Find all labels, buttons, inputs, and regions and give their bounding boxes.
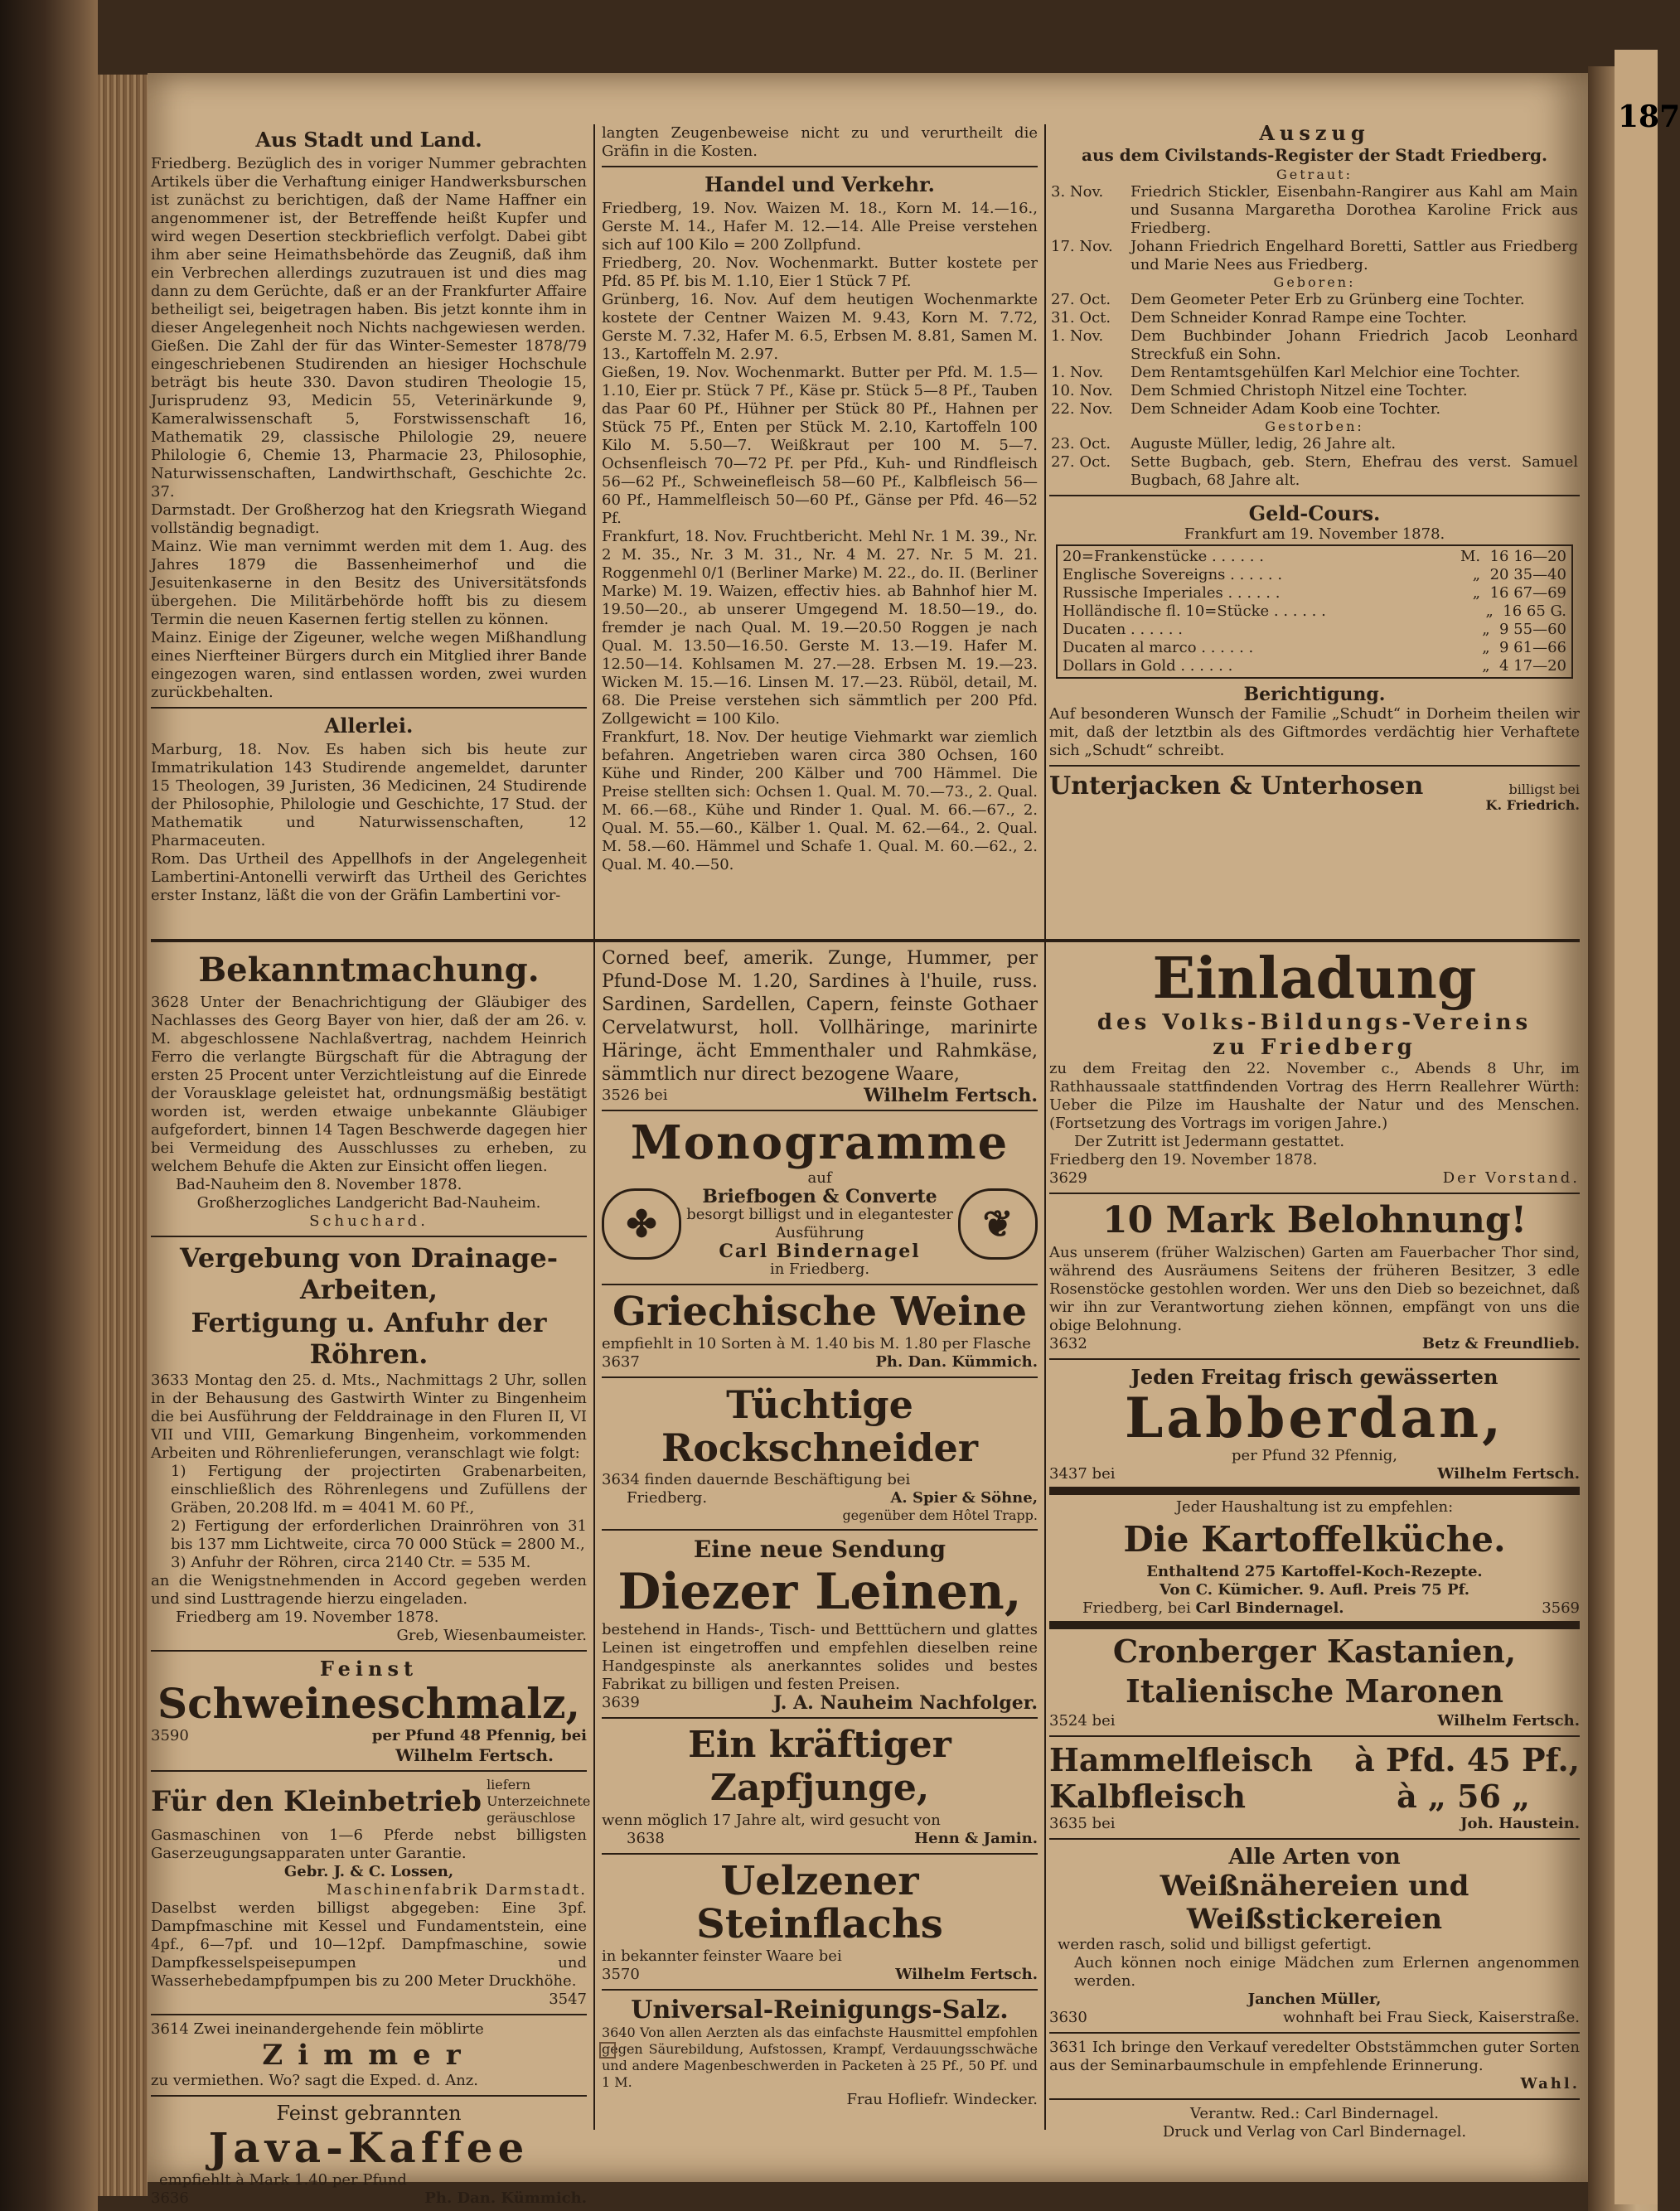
ad-list-item: 1) Fertigung der projectirten Grabenarbeiten, einschließlich des Röhrenlegens und Zufüllens der Gräben, 20.208 lfd. m = 4041 M. 60 Pf., [171, 1463, 587, 1517]
divider [602, 1989, 1038, 1991]
divider [151, 1770, 587, 1772]
ad-list-item: 3) Anfuhr der Röhren, circa 2140 Ctr. = 535 M. [171, 1554, 531, 1571]
market-paragraph: Frankfurt, 18. Nov. Fruchtbericht. Mehl Nr. 1 M. 39., Nr. 2 M. 35., Nr. 3 M. 31., Nr. 4 M. 27. Nr. 5 M. 21. Roggenmehl 0/1 (Berliner Marke) M. 22., do. II. (Berliner Marke) M. 19. Waizen, effectiv hies. ab Bahnhof hier M. 19.50—20., ab unserer Umgegend M. 18.50—19., do. fremder je nach Qual. M. 19.—20.50 Roggen je nach Qual. M. 13.50—16.50. Gerste M. 13.—19. Hafer M. 12.50—14. Kohlsamen M. 27.—28. Erbsen M. 19.—23. Wicken M. 15.—16. Linsen M. 17.—23. Rüböl, detail, M. 68. Die Preise verstehen sich sämmtlich per 200 Pfd. Zollgewicht = 100 Kilo. [602, 528, 1038, 728]
ad-seller: Frau Hofliefr. Windecker. [846, 2091, 1038, 2108]
page-hole-mark [599, 2042, 616, 2059]
ad-text: zu dem Freitag den 22. November c., Abends 8 Uhr, im Rathhaussaale stattfindenden Vortrag des Herrn Reallehrer Würth: Ueber die Pilze im Haushalte der Natur und des Menschen. (Fortsetzung des Vortrags im vorigen Jahre.) [1049, 1060, 1580, 1132]
divider [602, 1110, 1038, 1111]
register-row [1049, 382, 1580, 400]
ad-seller-line [151, 2189, 587, 2208]
ad-signature: Schuchard. [309, 1212, 428, 1230]
divider [602, 1717, 1038, 1719]
column-middle [602, 124, 1038, 874]
ad-seller: Wilhelm Fertsch. [395, 1745, 554, 1765]
ad-text: 3633 Montag den 25. d. Mts., Nachmittags 2 Uhr, sollen in der Behausung des Gastwirth Winter zu Bingenheim die bei Ausführung der Felddrainage in den Fluren II, VI VII und VIII, Gemarkung Bingenheim, vorkommenden Arbeiten und Röhrenlieferungen, veranschlagt wie folgt: [151, 1372, 587, 1462]
ad-number: 3635 [1049, 1815, 1087, 1832]
monogram-emblem-left: ✤ [602, 1188, 681, 1260]
ad-place: Friedberg den 19. November 1878. [1049, 1151, 1318, 1168]
ad-seller-line [1049, 1169, 1580, 1188]
ad-seller: Janchen Müller, [1247, 1991, 1382, 2008]
ad-title: Unterjacken & Unterhosen [1049, 772, 1424, 801]
black-rule [1049, 1487, 1580, 1495]
divider [1049, 1838, 1580, 1840]
register-date: 1. Nov. [1051, 327, 1104, 345]
section-heading-allerlei: Allerlei. [324, 714, 414, 738]
ad-text: empfiehlt à Mark 1.40 per Pfund [159, 2171, 407, 2189]
ad-title-maronen: Italienische Maronen [1125, 1672, 1504, 1710]
register-date: 23. Oct. [1051, 435, 1111, 452]
geld-cours-date: Frankfurt am 19. November 1878. [1184, 525, 1445, 543]
currency-name: 20=Frankenstücke . . . . . . [1063, 548, 1264, 565]
ad-seller: Carl Bindernagel. [1195, 1599, 1344, 1617]
news-paragraph: Mainz. Einige der Zigeuner, welche wegen Mißhandlung eines Nierfteiner Bürgers durch ein Mitglied ihrer Bande eingezogen waren, sind entlassen worden, zwei wurden zurückbehalten. [151, 629, 587, 701]
ad-text: Gasmaschinen von 1—6 Pferde nebst billigsten Gaserzeugungsapparaten unter Garantie. [151, 1826, 587, 1862]
market-paragraph: Grünberg, 16. Nov. Auf dem heutigen Wochenmarkte kostete der Centner Waizen M. 9.43, Korn M. 7.72, Gerste M. 7.32, Hafer M. 6.5, Erbsen M. 8.81, Samen M. 13., Kartoffeln M. 2.97. [602, 291, 1038, 363]
ad-title-belohnung: 10 Mark Belohnung! [1101, 1199, 1527, 1241]
ad-monogramme-body [602, 1169, 1038, 1279]
page-stack-edge [98, 75, 148, 2196]
section-heading-stadt-land: Aus Stadt und Land. [255, 128, 482, 152]
ad-text: 3640 Von allen Aerzten als das einfachste Hausmittel empfohlen gegen Säurebildung, Aufstossen, Krampf, Verdauungsschwäche und andere Magenbeschwerden in Packeten à 25 Pf., 50 Pf. und 1 M. [602, 2025, 1038, 2090]
ad-text: Briefbogen & Converte [702, 1186, 937, 1207]
ad-header-kleinbetrieb [151, 1777, 591, 1826]
ad-fleisch-line [1049, 1742, 1580, 1778]
ad-bei: bei [644, 1086, 668, 1104]
register-date: 22. Nov. [1051, 400, 1113, 418]
subheading-geboren: Geboren: [1273, 274, 1356, 290]
market-paragraph: Friedberg, 20. Nov. Wochenmarkt. Butter kostete per Pfd. 85 Pf. bis M. 1.10, Eier 1 Stück 7 Pf. [602, 254, 1038, 290]
register-entry: Dem Rentamtsgehülfen Karl Melchior eine Tochter. [1130, 364, 1521, 381]
ad-top: Jeden Freitag frisch gewässerten [1130, 1365, 1498, 1389]
register-row [1049, 327, 1580, 364]
currency-value: M. 16 16—20 [1460, 548, 1566, 565]
ad-seller-block [1049, 1599, 1344, 1618]
exchange-rate-row [1063, 657, 1566, 675]
ad-price: per Pfund 48 Pfennig, bei [371, 1727, 587, 1744]
heading-berichtigung: Berichtigung. [1243, 684, 1386, 705]
register-entry: Dem Buchbinder Johann Friedrich Jacob Leonhard Streckfuß ein Sohn. [1130, 327, 1578, 363]
ad-number: 3569 [1542, 1599, 1580, 1617]
ad-number: 3437 [1049, 1465, 1087, 1483]
ad-title-reinigungs-salz: Universal-Reinigungs-Salz. [631, 1996, 1009, 2025]
exchange-rate-row [1063, 566, 1566, 584]
ad-text: empfiehlt in 10 Sorten à M. 1.40 bis M. 1.80 per Flasche [602, 1335, 1031, 1352]
ad-number-block [1049, 1815, 1115, 1833]
register-date: 17. Nov. [1051, 238, 1113, 255]
divider [151, 2095, 587, 2097]
book-spine [0, 0, 98, 2211]
ad-text: werden rasch, solid und billigst gefertigt. [1058, 1936, 1372, 1953]
market-paragraph: Gießen, 19. Nov. Wochenmarkt. Butter per Pfd. M. 1.5—1.10, Eier pr. Stück 7 Pf., Käse pr. Stück 5—8 Pf., Tauben das Paar 60 Pf., Hühner per Stück 80 Pf., Hahnen per Stück 75 Pf., Enten per Stück M. 2.10, Kartoffeln 100 Kilo M. 5.50—7. Weißkraut per 100 M. 5—7. Ochsenfleisch 70—72 Pf. per Pfd., Kuh- und Rindfleisch 56—62 Pf., Schweinefleisch 58—60 Pf., Kalbfleisch 56—60 Pf., Hammelfleisch 50—60 Pf., Gänse per Pfd. 46—52 Pf. [602, 364, 1038, 527]
ad-place: Bad-Nauheim den 8. November 1878. [176, 1176, 462, 1193]
market-paragraph: Friedberg, 19. Nov. Waizen M. 18., Korn M. 14.—16., Gerste M. 14., Hafer M. 12.—14. Alle Preise verstehen sich auf 100 Kilo = 200 Zollpfund. [602, 200, 1038, 254]
ads-left [151, 947, 591, 2208]
ad-top: Jeder Haushaltung ist zu empfehlen: [1175, 1498, 1454, 1516]
register-row [1049, 400, 1580, 418]
news-paragraph: Friedberg. Bezüglich des in voriger Nummer gebrachten Artikels über die Verhaftung einiger Handwerksburschen ist zunächst zu berichtigen, daß der Name Haffner ein angenommener ist, der Betreffende heißt Kupfer und wird wegen Desertion steckbrieflich verfolgt. Dabei gibt ihm aber seine Heimathsbehörde das Zeugniß, daß ihm ein Verbrechen allerdings zuzutrauen ist und dies mag dann zu dem Gerüchte, daß er an der Frankfurter Affaire betheiligt sei, beigetragen haben. Bis jetzt konnte ihm in dieser Angelegenheit noch Nichts nachgewiesen werden. [151, 155, 587, 336]
ad-seller: Wilhelm Fertsch. [895, 1966, 1038, 1983]
exchange-rate-table [1056, 544, 1573, 679]
ad-seller-line [602, 1353, 1038, 1372]
ad-seller-line [602, 1966, 1038, 1984]
imprint-publisher: Druck und Verlag von Carl Bindernagel. [1162, 2123, 1467, 2141]
ads-right [1049, 947, 1580, 2141]
ad-number-block [1049, 1712, 1115, 1730]
ad-seller-line [1049, 1712, 1580, 1730]
ad-seller: Wilhelm Fertsch. [864, 1085, 1038, 1106]
ad-text: an die Wenigstnehmenden in Accord gegeben werden und sind Lusttragende hierzu eingeladen. [151, 1572, 587, 1608]
ad-unterjacken [1049, 772, 1580, 813]
register-entry: Johann Friedrich Engelhard Boretti, Sattler aus Friedberg und Marie Nees aus Friedberg. [1130, 238, 1578, 273]
currency-value: „ 9 61—66 [1482, 639, 1566, 656]
ad-number: 3524 [1049, 1712, 1087, 1730]
divider [151, 2014, 587, 2015]
ad-text: auf [807, 1169, 832, 1187]
subheading-gestorben: Gestorben: [1265, 418, 1364, 434]
ad-seller: J. A. Nauheim Nachfolger. [773, 1692, 1038, 1714]
ad-seller-line [1049, 1599, 1580, 1618]
ad-title-kartoffelkueche: Die Kartoffelküche. [1123, 1519, 1506, 1560]
register-date: 1. Nov. [1051, 364, 1104, 381]
ad-side-text: liefern Unterzeichnete geräuschlose [487, 1777, 591, 1826]
register-date: 27. Oct. [1051, 453, 1111, 471]
ad-text: Von C. Kümicher. 9. Aufl. Preis 75 Pf. [1160, 1581, 1469, 1599]
ad-text: 3634 finden dauernde Beschäftigung bei [602, 1471, 911, 1488]
ad-firm-sub: Maschinenfabrik Darmstadt. [326, 1881, 587, 1899]
ad-place: Friedberg, bei [1082, 1599, 1191, 1617]
ad-top: Feinst gebrannten [276, 2102, 462, 2125]
register-entry: Dem Schneider Konrad Rampe eine Tochter. [1130, 309, 1467, 327]
ad-number: 3629 [1049, 1169, 1087, 1187]
section-divider [151, 939, 1580, 942]
register-table-gestorben [1049, 435, 1580, 490]
ad-signature: Betz & Freundlieb. [1421, 1335, 1580, 1352]
ad-signature: Der Vorstand. [1442, 1169, 1580, 1187]
currency-value: „ 16 65 G. [1485, 602, 1566, 620]
ad-number: 3637 [602, 1353, 640, 1371]
ad-title-zimmer: Zimmer [262, 2039, 476, 2072]
ad-place: in Friedberg. [769, 1260, 870, 1278]
currency-name: Ducaten . . . . . . [1063, 621, 1183, 638]
ad-title-schweineschmalz: Schweineschmalz, [157, 1679, 580, 1728]
ad-title-kastanien: Cronberger Kastanien, [1112, 1633, 1517, 1670]
ad-number: 3632 [1049, 1335, 1087, 1352]
ad-title-monogramme: Monogramme [630, 1115, 1009, 1170]
ad-title-java-kaffee: Java-Kaffee [208, 2123, 530, 2172]
ad-number: 3526 [602, 1086, 640, 1104]
register-date: 3. Nov. [1051, 183, 1104, 201]
ad-text: Daselbst werden billigst abgegeben: Eine 3pf. Dampfmaschine mit Kessel und Fundamentstein, eine 4pf., 6—7pf. und 10—12pf. Dampfmaschine, sowie Dampfkesselspeisepumpen und Wasserhebedampfpumpen bis zu 200 Meter Druckhöhe. [151, 1899, 587, 1990]
ad-title-bekanntmachung: Bekanntmachung. [198, 951, 540, 989]
ad-address: gegenüber dem Hôtel Trapp. [842, 1507, 1038, 1523]
ad-place: Friedberg am 19. November 1878. [176, 1609, 439, 1626]
register-date: 10. Nov. [1051, 382, 1113, 399]
column-right [1049, 121, 1580, 813]
ad-address: wohnhaft bei Frau Sieck, Kaiserstraße. [1283, 2009, 1580, 2026]
exchange-rate-row [1063, 602, 1566, 621]
ad-title-einladung: Einladung [1152, 946, 1477, 1012]
ad-number: 3590 [151, 1727, 189, 1744]
ad-seller-line [1049, 2009, 1580, 2027]
register-entry: Friedrich Stickler, Eisenbahn-Rangirer aus Kahl am Main und Susanna Margaretha Dorothea Karoline Frick aus Friedberg. [1130, 183, 1578, 237]
ad-firm: Gebr. J. & C. Lossen, [283, 1863, 454, 1880]
subheading-getraut: Getraut: [1276, 167, 1353, 182]
divider [602, 1376, 1038, 1378]
ad-monogramme-text [681, 1169, 958, 1279]
ad-text: bestehend in Hands-, Tisch- und Betttüchern und glattes Leinen ist eingetroffen und empfehlen dieselben reine Handgespinste als anerkanntes solides und bestes Fabrikat zu billigen und festen Preisen. [602, 1621, 1038, 1693]
divider [151, 707, 587, 709]
ad-title-labberdan: Labberdan, [1124, 1386, 1505, 1450]
ad-title-drainage: Vergebung von Drainage-Arbeiten, [179, 1242, 559, 1305]
ad-text: besorgt billigst und in elegantester Ausführung [686, 1206, 953, 1241]
ad-seller-line [602, 1489, 1038, 1507]
ad-title-griechische-weine: Griechische Weine [612, 1289, 1027, 1335]
register-row [1049, 364, 1580, 382]
column-left [151, 124, 587, 905]
ad-seller: K. Friedrich. [1485, 797, 1580, 813]
register-row [1049, 183, 1580, 238]
ad-signature: Wahl. [1520, 2075, 1580, 2092]
ad-price-block [1486, 781, 1580, 813]
currency-value: „ 16 67—69 [1472, 584, 1566, 602]
news-paragraph: Rom. Das Urtheil des Appellhofs in der Angelegenheit Lambertini-Antonelli verwirft das Urtheil des Gerichtes erster Instanz, läßt die von der Gräfin Lambertini vor- [151, 850, 587, 904]
ad-top: Alle Arten von [1228, 1845, 1401, 1870]
ad-price: à „ 56 „ [1397, 1778, 1530, 1815]
ad-text: in bekannter feinster Waare bei [602, 1947, 842, 1965]
ad-place: Friedberg. [627, 1489, 708, 1507]
ad-title-zapfjunge: Ein kräftiger Zapfjunge, [688, 1724, 951, 1809]
heading-geld-cours: Geld-Cours. [1248, 501, 1381, 525]
register-table-getraut [1049, 183, 1580, 274]
heading-civilstand: aus dem Civilstands-Register der Stadt Friedberg. [1081, 145, 1547, 165]
ad-item: Kalbfleisch [1049, 1778, 1247, 1815]
monogram-emblem-right: ❦ [958, 1188, 1038, 1260]
divider [1049, 1735, 1580, 1737]
exchange-rate-row [1063, 639, 1566, 657]
ad-number: 3636 [151, 2189, 189, 2207]
column-rule [1044, 124, 1046, 2130]
register-entry: Dem Geometer Peter Erb zu Grünberg eine Tochter. [1130, 291, 1525, 308]
divider [1049, 1358, 1580, 1360]
exchange-rate-row [1063, 548, 1566, 566]
ad-seller-line [1049, 1815, 1580, 1833]
news-paragraph: Marburg, 18. Nov. Es haben sich bis heute zur Immatrikulation 143 Studirende angemeldet, darunter 15 Theologen, 39 Juristen, 36 Medicinen, 24 Studirende der Philosophie, Philologie und Geschichte, 17 Stud. der Mathematik und Naturwissenschaften, 12 Pharmaceuten. [151, 741, 587, 849]
ad-number: 3570 [602, 1966, 640, 1983]
ad-number: 3547 [549, 1991, 587, 2008]
currency-name: Englische Sovereigns . . . . . . [1063, 566, 1283, 583]
divider [1049, 765, 1580, 767]
ad-top: Eine neue Sendung [693, 1536, 947, 1563]
ad-bei: bei [1092, 1815, 1116, 1832]
berichtigung-text: Auf besonderen Wunsch der Familie „Schudt“ in Dorheim theilen wir mit, daß der letztbin als des Giftmordes verdächtig hier Verhaftete sich „Schudt“ schreibt. [1049, 705, 1580, 759]
divider [602, 1853, 1038, 1855]
exchange-rate-row [1063, 584, 1566, 602]
next-page-edge [1615, 50, 1680, 2204]
ad-subtitle: zu Friedberg [1213, 1035, 1416, 1060]
ad-text: zu vermiethen. Wo? sagt die Exped. d. Anz. [151, 2072, 478, 2089]
ad-authority: Großherzogliches Landgericht Bad-Nauheim. [196, 1194, 541, 1212]
ad-list-item: 2) Fertigung der erforderlichen Drainröhren von 31 bis 137 mm Lichtweite, circa 70 000 Stück = 2800 M., [171, 1517, 587, 1553]
currency-value: „ 4 17—20 [1482, 657, 1566, 675]
ad-number: 3638 [627, 1830, 665, 1847]
ad-title-weissnaehereien: Weißnähereien und Weißstickereien [1160, 1870, 1469, 1936]
ad-number-block [1049, 1465, 1115, 1483]
register-entry: Dem Schneider Adam Koob eine Tochter. [1130, 400, 1441, 418]
ad-seller: Henn & Jamin. [914, 1830, 1038, 1847]
register-row [1049, 291, 1580, 309]
news-paragraph: Gießen. Die Zahl der für das Winter-Semester 1878/79 eingeschriebenen Studirenden an hiesiger Hochschule beträgt bis heute 330. Davon studiren Theologie 15, Jurisprudenz 93, Medicin 55, Veterinärkunde 9, Kameralwissenschaft 5, Forstwissenschaft 16, Mathematik 29, classische Philologie 29, neuere Philologie 6, Chemie 13, Pharmacie 23, Philosophie, Naturwissenschaften, Landwirthschaft, Geschichte 2c. 37. [151, 337, 587, 501]
ad-text: Enthaltend 275 Kartoffel-Koch-Rezepte. [1146, 1563, 1483, 1580]
ad-seller: A. Spier & Söhne, [890, 1489, 1038, 1507]
ad-fleisch-line [1049, 1778, 1580, 1815]
divider [151, 1236, 587, 1237]
ad-price-line [151, 1727, 587, 1745]
ad-seller-line [602, 1086, 1038, 1105]
exchange-rate-row [1063, 621, 1566, 639]
ad-seller: Wilhelm Fertsch. [1437, 1465, 1580, 1483]
ad-subtitle: des Volks-Bildungs-Vereins [1097, 1010, 1532, 1035]
ad-title-diezer-leinen: Diezer Leinen, [617, 1563, 1022, 1621]
divider [1049, 2032, 1580, 2034]
ad-price: à Pfd. 45 Pf., [1354, 1741, 1580, 1778]
newspaper-page [148, 73, 1588, 2207]
register-row [1049, 453, 1580, 490]
ad-text: Auch können noch einige Mädchen zum Erlernen angenommen werden. [1074, 1954, 1580, 1990]
ad-seller-line [602, 1694, 1038, 1712]
ad-seller: Joh. Haustein. [1460, 1815, 1580, 1832]
ads-middle [602, 947, 1038, 2109]
currency-value: „ 9 55—60 [1482, 621, 1566, 638]
divider [1049, 1193, 1580, 1194]
ad-text: wenn möglich 17 Jahre alt, wird gesucht von [602, 1812, 941, 1829]
ad-number-block [602, 1086, 667, 1105]
black-rule [1049, 1621, 1580, 1629]
column-rule [593, 124, 595, 2130]
heading-auszug: Auszug [1259, 121, 1370, 145]
ad-bei: bei [1092, 1712, 1116, 1730]
register-date: 27. Oct. [1051, 291, 1111, 308]
ad-number: 3630 [1049, 2009, 1087, 2026]
currency-value: „ 20 35—40 [1472, 566, 1566, 583]
register-entry: Sette Bugbach, geb. Stern, Ehefrau des verst. Samuel Bugbach, 68 Jahre alt. [1130, 453, 1578, 489]
divider [151, 1650, 587, 1652]
ad-text: 3628 Unter der Benachrichtigung der Gläubiger des Nachlasses des Georg Bayer von hier, daß der am 26. v. M. abgeschlossene Nachlaßvertrag, nachdem Heinrich Ferro die verlangte Bürgschaft für die Abtragung der ersten 25 Procent unter Verzichtleistung auf die Einrede der Vorausklage geleistet hat, ordnungsmäßig bestätigt worden ist, werden etwaige unbekannte Gläubiger aufgefordert, binnen 14 Tagen Beschwerde dagegen hier bei Vermeidung des Ausschlusses zu erheben, zu welchem Behufe die Akten zur Einsicht offen liegen. [151, 994, 587, 1175]
ad-title-steinflachs: Uelzener Steinflachs [696, 1858, 943, 1947]
ad-item: Hammelfleisch [1049, 1741, 1313, 1778]
ad-seller-line [602, 1830, 1038, 1848]
ad-seller: Wilhelm Fertsch. [1437, 1712, 1580, 1730]
news-paragraph: Darmstadt. Der Großherzog hat den Kriegsrath Wiegand vollständig begnadigt. [151, 501, 587, 537]
ad-seller: Carl Bindernagel [719, 1241, 921, 1262]
imprint-editor: Verantw. Red.: Carl Bindernagel. [1189, 2105, 1440, 2122]
section-heading-handel: Handel und Verkehr. [704, 172, 935, 196]
ad-title-rockschneider: Tüchtige Rockschneider [661, 1382, 978, 1470]
ad-text: 3614 Zwei ineinandergehende fein möblirte [151, 2020, 484, 2038]
ad-seller: Ph. Dan. Kümmich. [424, 2189, 587, 2207]
register-row [1049, 435, 1580, 453]
register-entry: Auguste Müller, ledig, 26 Jahre alt. [1130, 435, 1397, 452]
ad-text: billigst bei [1508, 781, 1580, 797]
register-date: 31. Oct. [1051, 309, 1111, 327]
ad-title-kleinbetrieb: Für den Kleinbetrieb [151, 1785, 482, 1818]
ad-seller-line [1049, 1335, 1580, 1353]
ad-price: per Pfund 32 Pfennig, [1232, 1447, 1397, 1464]
ad-bei: bei [1092, 1465, 1116, 1483]
ad-top: Feinst [319, 1657, 419, 1681]
currency-name: Russische Imperiales . . . . . . [1063, 584, 1281, 602]
news-paragraph: langten Zeugenbeweise nicht zu und verurtheilt die Gräfin in die Kosten. [602, 124, 1038, 160]
ad-text: Der Zutritt ist Jedermann gestattet. [1074, 1133, 1345, 1150]
ad-seller-line [1049, 1465, 1580, 1483]
register-row [1049, 309, 1580, 327]
ad-text: 3631 Ich bringe den Verkauf veredelter Obststämmchen guter Sorten aus der Seminarbaumschule in empfehlende Erinnerung. [1049, 2039, 1580, 2074]
register-table-geboren [1049, 291, 1580, 418]
ad-text-corned-beef: Corned beef, amerik. Zunge, Hummer, per Pfund-Dose M. 1.20, Sardines à l'huile, russ. Sardinen, Sardellen, Capern, feinste Gothaer Cervelatwurst, holl. Vollhäringe, marinirte Häringe, ächt Emmenthaler und Rahmkäse, sämmtlich nur direct bezogene Waare, [602, 948, 1038, 1085]
page-number: 187 [1618, 99, 1680, 134]
currency-name: Holländische fl. 10=Stücke . . . . . . [1063, 602, 1326, 620]
register-row [1049, 238, 1580, 274]
register-entry: Dem Schmied Christoph Nitzel eine Tochter. [1130, 382, 1468, 399]
ad-title-roehren: Fertigung u. Anfuhr der Röhren. [191, 1307, 547, 1370]
ad-signature: Greb, Wiesenbaumeister. [396, 1627, 587, 1644]
divider [602, 166, 1038, 167]
currency-name: Dollars in Gold . . . . . . [1063, 657, 1233, 675]
divider [1049, 495, 1580, 496]
news-paragraph: Mainz. Wie man vernimmt werden mit dem 1. Aug. des Jahres 1879 die Bassenheimerhof und die Jesuitenkaserne in den Besitz des Universitätsfonds übergehen. Die Militärbehörde hofft bis zu diesem Termin die neuen Kasernen fertig stellen zu können. [151, 538, 587, 628]
divider [602, 1284, 1038, 1285]
divider [1049, 2098, 1580, 2100]
ad-text: Aus unserem (früher Walzischen) Garten am Fauerbacher Thor sind, während des Ausräumens Seitens der früheren Besitzer, 3 edle Rosenstöcke gestohlen worden. Wer uns den Dieb so bezeichnet, daß wir ihn zur Verantwortung ziehen können, empfängt von uns die obige Belohnung. [1049, 1244, 1580, 1334]
currency-name: Ducaten al marco . . . . . . [1063, 639, 1254, 656]
ad-seller: Ph. Dan. Kümmich. [875, 1353, 1038, 1371]
market-paragraph: Frankfurt, 18. Nov. Der heutige Viehmarkt war ziemlich befahren. Angetrieben waren circa 380 Ochsen, 160 Kühe und Rinder, 200 Kälber und 700 Hämmel. Die Preise stellten sich: Ochsen 1. Qual. M. 70.—73., 2. Qual. M. 66.—68., Kühe und Rinder 1. Qual. M. 66.—67., 2. Qual. M. 55.—60., Kälber 1. Qual. M. 62.—64., 2. Qual. M. 58.—60. Hämmel und Schafe 1. Qual. M. 60.—62., 2. Qual. M. 40.—50. [602, 728, 1038, 873]
divider [602, 1529, 1038, 1531]
ad-number: 3639 [602, 1694, 640, 1711]
